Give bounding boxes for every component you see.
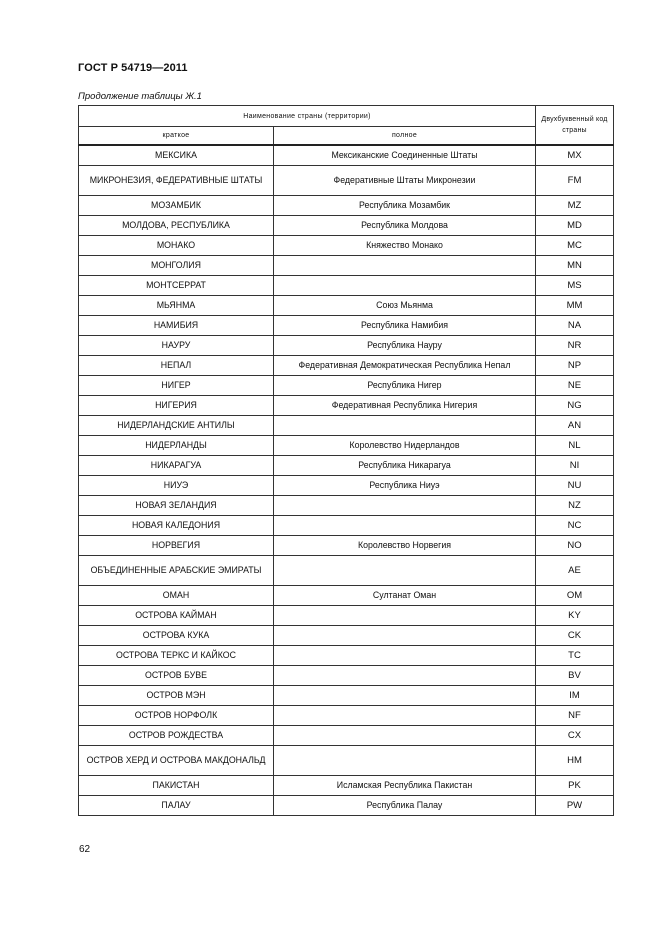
cell-country-code: FM: [536, 166, 614, 196]
table-row: [79, 436, 614, 456]
cell-country-code: NP: [536, 356, 614, 376]
cell-short-name: НИУЭ: [79, 476, 274, 496]
cell-country-code: NF: [536, 706, 614, 726]
cell-full-name: Республика Молдова: [274, 216, 536, 236]
table-row: [79, 316, 614, 336]
table-row: [79, 336, 614, 356]
cell-full-name: Мексиканские Соединенные Штаты: [274, 145, 536, 166]
cell-country-code: IM: [536, 686, 614, 706]
cell-country-code: PW: [536, 796, 614, 816]
cell-short-name: МЬЯНМА: [79, 296, 274, 316]
cell-short-name: МОНГОЛИЯ: [79, 256, 274, 276]
cell-full-name: Королевство Норвегия: [274, 536, 536, 556]
table-row: [79, 416, 614, 436]
cell-full-name: [274, 496, 536, 516]
cell-short-name: МОНАКО: [79, 236, 274, 256]
cell-country-code: MN: [536, 256, 614, 276]
page-number: 62: [79, 844, 91, 855]
cell-short-name: МОЛДОВА, РЕСПУБЛИКА: [79, 216, 274, 236]
cell-full-name: Республика Намибия: [274, 316, 536, 336]
cell-short-name: МЕКСИКА: [79, 145, 274, 166]
document-header: ГОСТ Р 54719—2011: [78, 62, 188, 74]
cell-country-code: KY: [536, 606, 614, 626]
cell-country-code: AE: [536, 556, 614, 586]
cell-full-name: Султанат Оман: [274, 586, 536, 606]
cell-country-code: MD: [536, 216, 614, 236]
cell-full-name: Княжество Монако: [274, 236, 536, 256]
table-row: [79, 476, 614, 496]
cell-full-name: [274, 276, 536, 296]
country-table: [78, 105, 614, 816]
cell-short-name: НОВАЯ ЗЕЛАНДИЯ: [79, 496, 274, 516]
table-row: [79, 166, 614, 196]
cell-full-name: Федеративная Республика Нигерия: [274, 396, 536, 416]
cell-country-code: MZ: [536, 196, 614, 216]
cell-short-name: НИДЕРЛАНДЫ: [79, 436, 274, 456]
cell-country-code: HM: [536, 746, 614, 776]
table-row: [79, 686, 614, 706]
table-row: [79, 196, 614, 216]
cell-short-name: ОМАН: [79, 586, 274, 606]
cell-full-name: Республика Науру: [274, 336, 536, 356]
cell-country-code: NO: [536, 536, 614, 556]
table-row: [79, 516, 614, 536]
cell-country-code: NI: [536, 456, 614, 476]
cell-full-name: [274, 726, 536, 746]
table-row: [79, 706, 614, 726]
cell-short-name: ОСТРОВ ХЕРД И ОСТРОВА МАКДОНАЛЬД: [79, 746, 274, 776]
header-full-name: полное: [274, 127, 536, 146]
cell-short-name: МОНТСЕРРАТ: [79, 276, 274, 296]
cell-short-name: ПАКИСТАН: [79, 776, 274, 796]
table-body: [79, 145, 614, 816]
cell-short-name: НЕПАЛ: [79, 356, 274, 376]
cell-short-name: ПАЛАУ: [79, 796, 274, 816]
table-row: [79, 496, 614, 516]
cell-short-name: НОРВЕГИЯ: [79, 536, 274, 556]
header-country-name: Наименование страны (территории): [79, 106, 536, 127]
cell-short-name: МОЗАМБИК: [79, 196, 274, 216]
cell-country-code: MM: [536, 296, 614, 316]
cell-full-name: Республика Мозамбик: [274, 196, 536, 216]
table-caption: Продолжение таблицы Ж.1: [78, 91, 202, 102]
cell-short-name: ОСТРОВ НОРФОЛК: [79, 706, 274, 726]
cell-country-code: CX: [536, 726, 614, 746]
cell-country-code: NZ: [536, 496, 614, 516]
table-row: [79, 536, 614, 556]
table-row: [79, 236, 614, 256]
cell-full-name: Республика Никарагуа: [274, 456, 536, 476]
cell-short-name: ОСТРОВА КУКА: [79, 626, 274, 646]
cell-country-code: NA: [536, 316, 614, 336]
cell-full-name: Республика Палау: [274, 796, 536, 816]
cell-full-name: Исламская Республика Пакистан: [274, 776, 536, 796]
cell-country-code: NR: [536, 336, 614, 356]
table-row: [79, 216, 614, 236]
cell-country-code: NL: [536, 436, 614, 456]
table-row: [79, 726, 614, 746]
cell-short-name: ОСТРОВ БУВЕ: [79, 666, 274, 686]
cell-full-name: Союз Мьянма: [274, 296, 536, 316]
cell-full-name: Республика Нигер: [274, 376, 536, 396]
cell-full-name: Королевство Нидерландов: [274, 436, 536, 456]
cell-country-code: MC: [536, 236, 614, 256]
table-row: [79, 626, 614, 646]
cell-short-name: НИГЕР: [79, 376, 274, 396]
cell-short-name: ОБЪЕДИНЕННЫЕ АРАБСКИЕ ЭМИРАТЫ: [79, 556, 274, 586]
cell-full-name: [274, 626, 536, 646]
table-row: [79, 276, 614, 296]
table-row: [79, 296, 614, 316]
table-row: [79, 145, 614, 166]
cell-full-name: [274, 256, 536, 276]
cell-short-name: НАМИБИЯ: [79, 316, 274, 336]
cell-full-name: [274, 516, 536, 536]
cell-full-name: [274, 416, 536, 436]
cell-country-code: NE: [536, 376, 614, 396]
table-header: [79, 106, 614, 146]
cell-country-code: TC: [536, 646, 614, 666]
cell-short-name: НОВАЯ КАЛЕДОНИЯ: [79, 516, 274, 536]
cell-full-name: [274, 646, 536, 666]
table-row: [79, 356, 614, 376]
table-row: [79, 746, 614, 776]
cell-full-name: [274, 666, 536, 686]
cell-country-code: NU: [536, 476, 614, 496]
cell-short-name: НИДЕРЛАНДСКИЕ АНТИЛЫ: [79, 416, 274, 436]
table-row: [79, 666, 614, 686]
cell-short-name: НИГЕРИЯ: [79, 396, 274, 416]
table-row: [79, 376, 614, 396]
cell-country-code: BV: [536, 666, 614, 686]
cell-short-name: ОСТРОВ РОЖДЕСТВА: [79, 726, 274, 746]
table-row: [79, 776, 614, 796]
cell-short-name: НИКАРАГУА: [79, 456, 274, 476]
cell-country-code: CK: [536, 626, 614, 646]
table-row: [79, 586, 614, 606]
cell-full-name: [274, 556, 536, 586]
table-row: [79, 646, 614, 666]
table-row: [79, 556, 614, 586]
table-row: [79, 796, 614, 816]
cell-country-code: MS: [536, 276, 614, 296]
cell-country-code: AN: [536, 416, 614, 436]
cell-country-code: PK: [536, 776, 614, 796]
cell-short-name: ОСТРОВА ТЕРКС И КАЙКОС: [79, 646, 274, 666]
table-row: [79, 396, 614, 416]
cell-full-name: [274, 686, 536, 706]
cell-full-name: Федеративная Демократическая Республика Непал: [274, 356, 536, 376]
cell-short-name: ОСТРОВА КАЙМАН: [79, 606, 274, 626]
cell-country-code: MX: [536, 145, 614, 166]
cell-short-name: ОСТРОВ МЭН: [79, 686, 274, 706]
cell-short-name: НАУРУ: [79, 336, 274, 356]
table-row: [79, 456, 614, 476]
table-row: [79, 256, 614, 276]
cell-short-name: МИКРОНЕЗИЯ, ФЕДЕРАТИВНЫЕ ШТАТЫ: [79, 166, 274, 196]
cell-full-name: Республика Ниуэ: [274, 476, 536, 496]
header-short-name: краткое: [79, 127, 274, 146]
cell-country-code: NG: [536, 396, 614, 416]
header-code: Двухбуквенный код страны: [536, 106, 614, 146]
cell-full-name: Федеративные Штаты Микронезии: [274, 166, 536, 196]
table-row: [79, 606, 614, 626]
cell-country-code: OM: [536, 586, 614, 606]
cell-full-name: [274, 746, 536, 776]
cell-full-name: [274, 606, 536, 626]
cell-country-code: NC: [536, 516, 614, 536]
cell-full-name: [274, 706, 536, 726]
